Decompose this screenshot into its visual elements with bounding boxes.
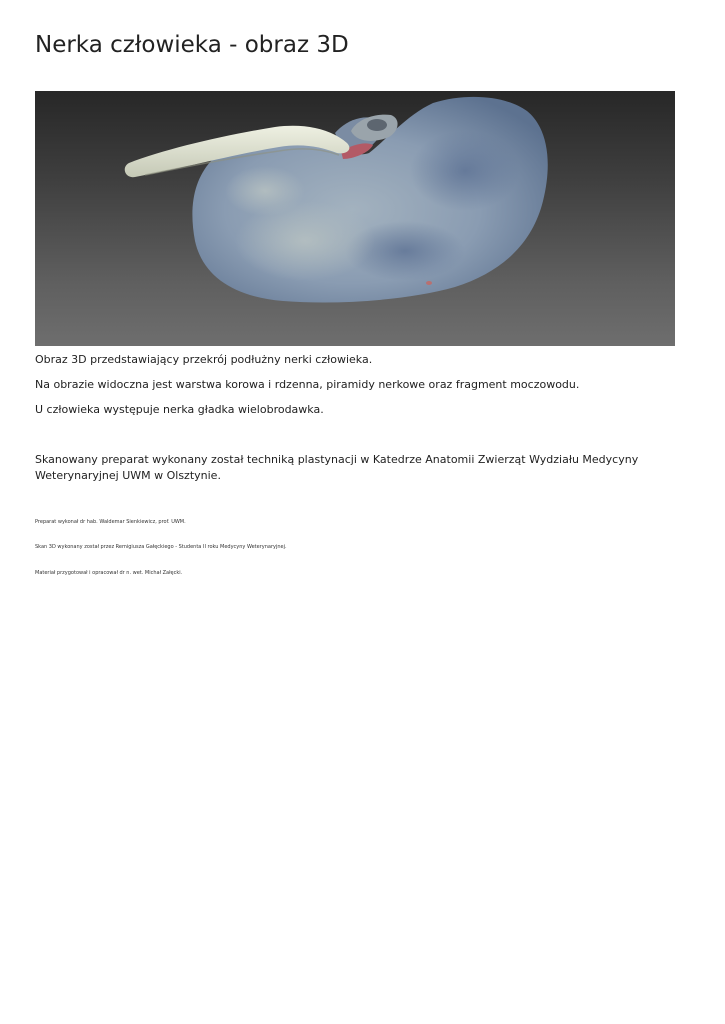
description-line-1: Obraz 3D przedstawiający przekrój podłużny nerki człowieka.	[35, 353, 373, 366]
credit-preparation: Preparat wykonał dr hab. Waldemar Sienkiewicz, prof. UWM.	[35, 519, 186, 525]
3d-model-viewer[interactable]	[35, 91, 675, 346]
description-line-4: Skanowany preparat wykonany został techniką plastynacji w Katedrze Anatomii Zwierząt Wydziału Medycyny Weterynaryjnej UWM w Olsztynie.	[35, 453, 639, 482]
vessel-lumen	[367, 119, 387, 131]
page-title: Nerka człowieka - obraz 3D	[35, 32, 349, 58]
description-line-2: Na obrazie widoczna jest warstwa korowa i rdzenna, piramidy nerkowe oraz fragment moczowodu.	[35, 378, 580, 391]
medulla-patch	[410, 131, 520, 211]
credit-scan: Skan 3D wykonany został przez Remigiusza Gałęckiego - Studenta II roku Medycyny Weterynaryjnej.	[35, 544, 287, 550]
credit-material: Materiał przygotował i opracował dr n. wet. Michał Załęcki.	[35, 570, 183, 576]
cortex-patch	[225, 166, 305, 216]
kidney-3d-model[interactable]	[35, 91, 675, 346]
vessel-spot	[426, 281, 432, 285]
description-line-3: U człowieka występuje nerka gładka wielobrodawka.	[35, 403, 324, 416]
